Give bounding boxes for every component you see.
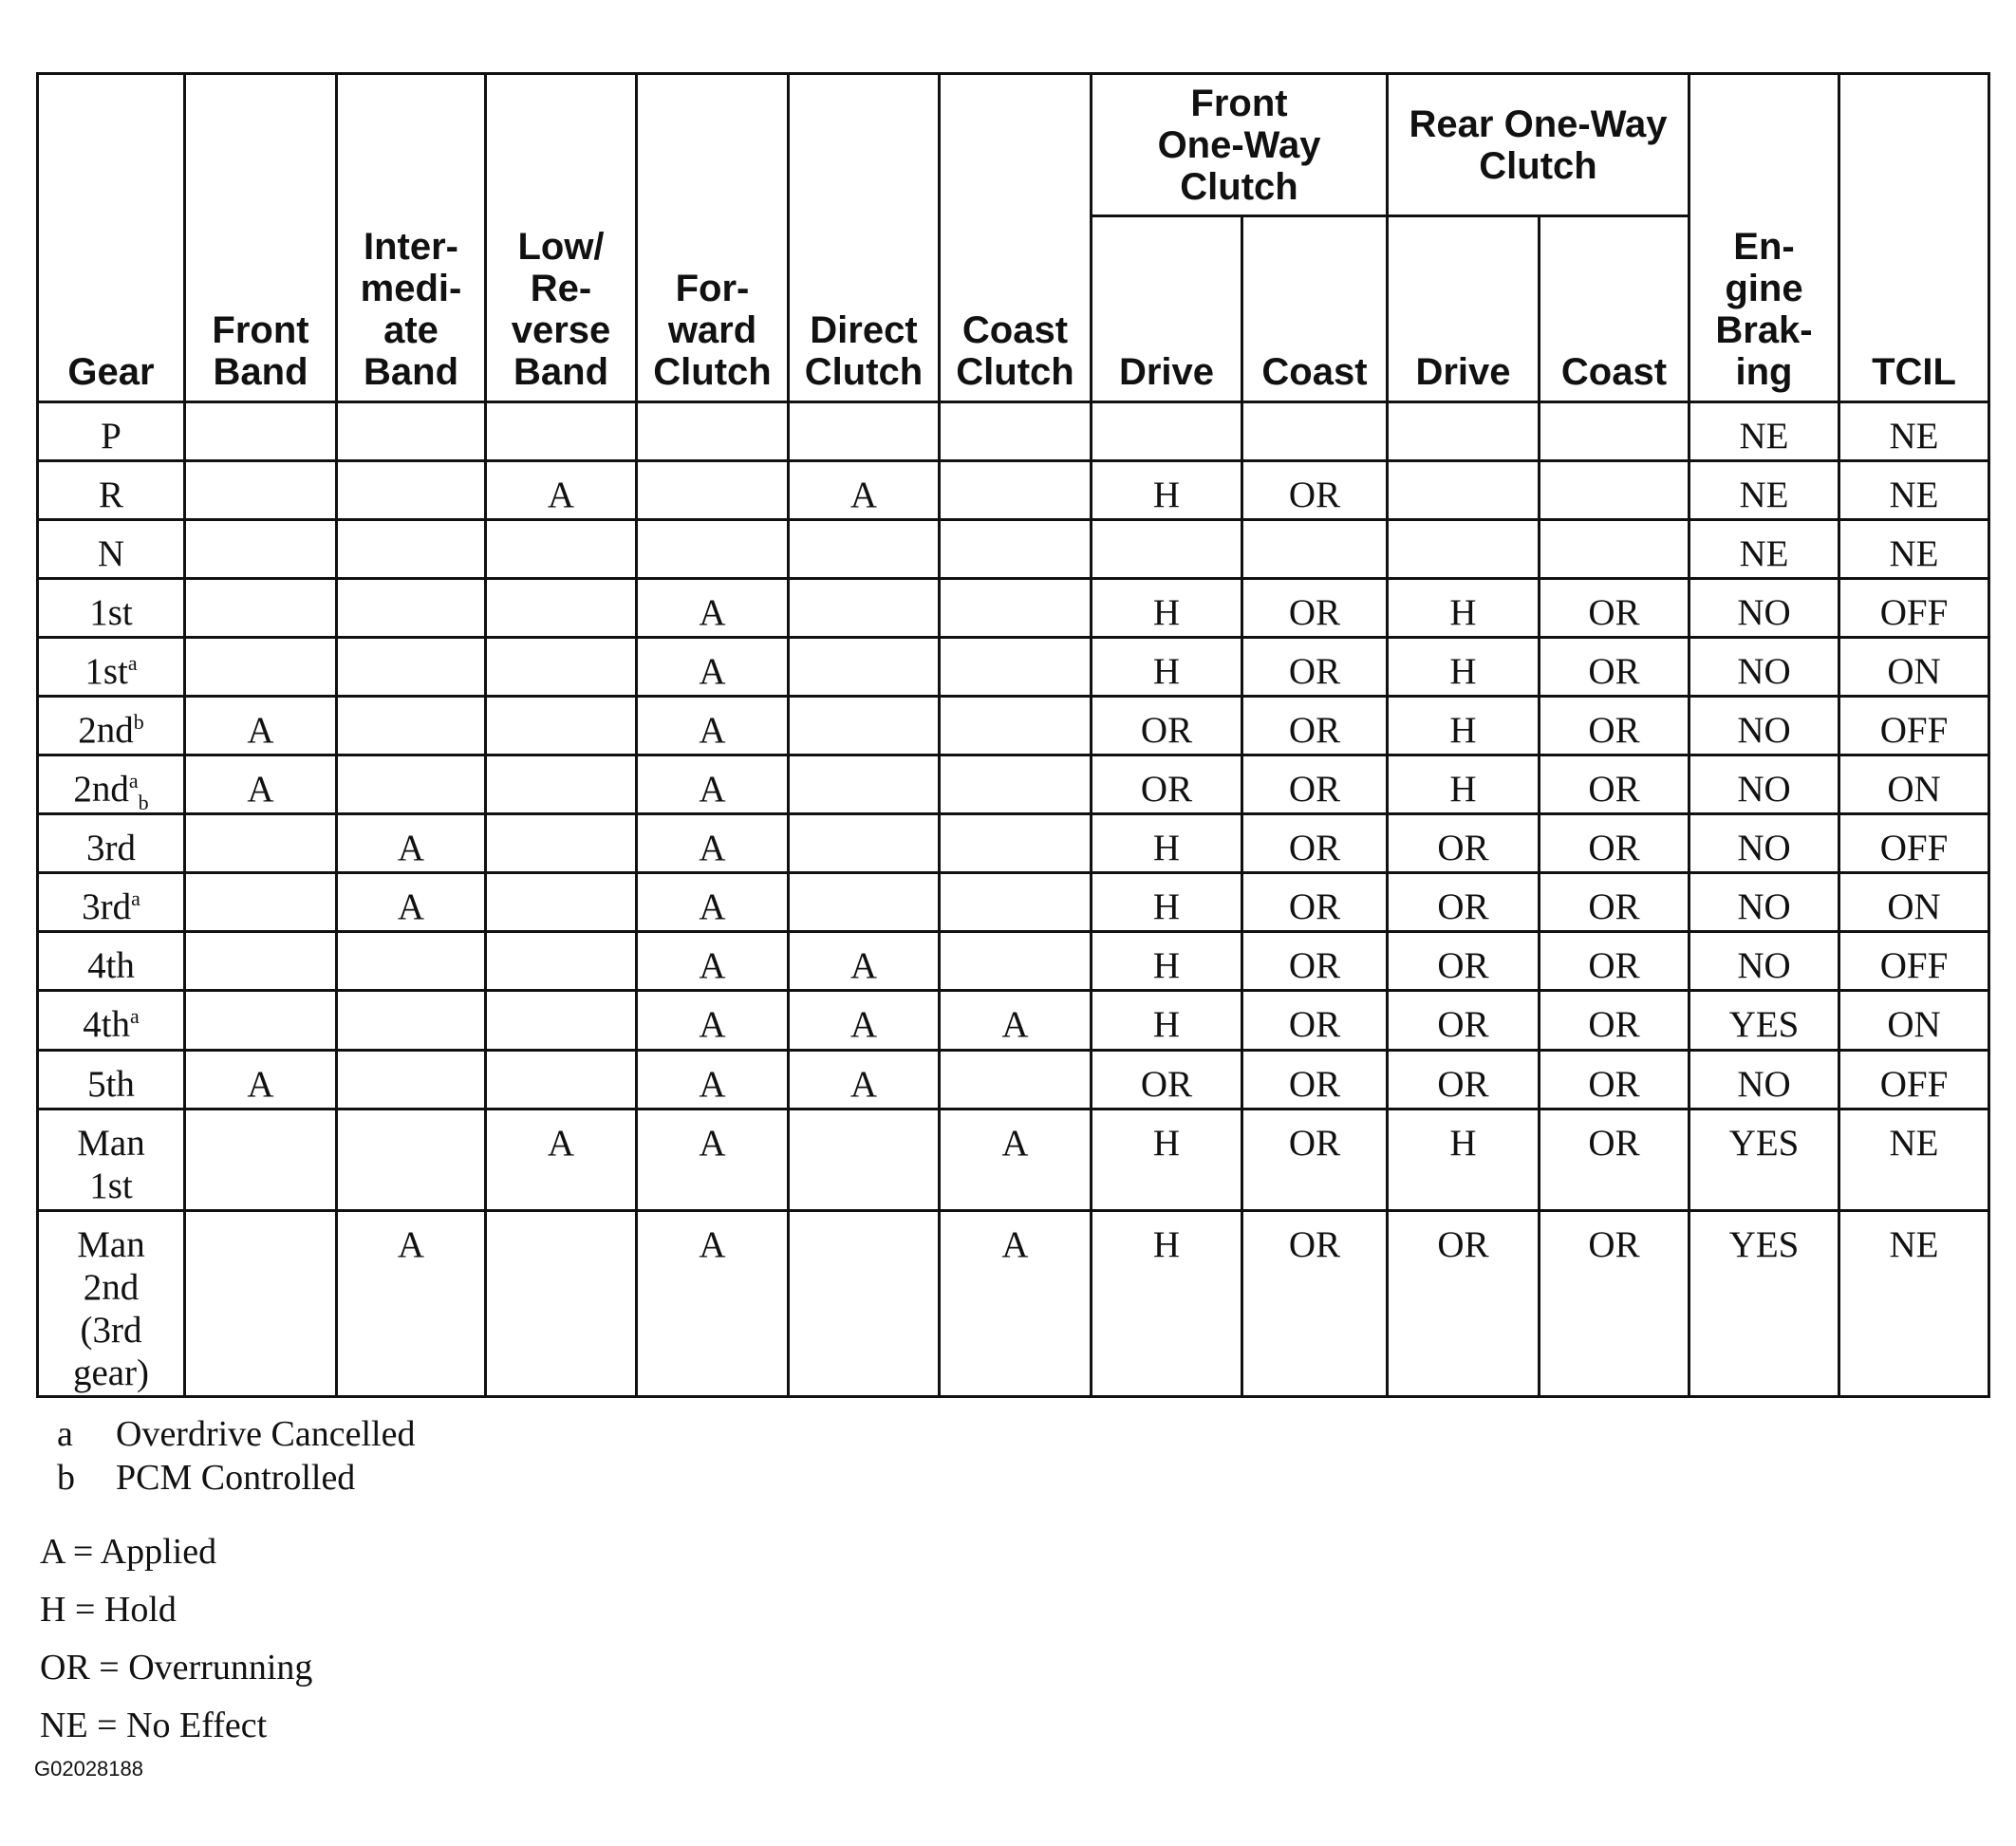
gear-label: P — [101, 416, 121, 457]
gear-label: 4th — [83, 1004, 131, 1046]
table-cell — [486, 991, 637, 1050]
table-cell — [789, 1210, 940, 1396]
table-row — [38, 402, 1989, 461]
table-body — [38, 402, 1989, 1397]
table-row — [38, 461, 1989, 520]
table-cell: A — [337, 1210, 486, 1396]
footnote-a — [57, 1412, 415, 1456]
table-cell: OR — [1242, 755, 1388, 814]
table-cell: H — [1092, 579, 1242, 638]
gear-cell — [38, 461, 185, 520]
table-cell: ON — [1839, 873, 1989, 932]
footnote-marker: a — [128, 769, 139, 793]
table-row — [38, 638, 1989, 697]
table-cell: OR — [1540, 1050, 1689, 1109]
table-cell: A — [486, 1109, 637, 1210]
table-cell — [185, 814, 337, 873]
table-row — [38, 697, 1989, 755]
table-cell — [940, 1050, 1092, 1109]
table-cell: H — [1092, 873, 1242, 932]
clutch-band-application-table — [36, 72, 1990, 1398]
table-cell — [789, 697, 940, 755]
table-cell: NO — [1689, 579, 1839, 638]
table-cell — [1092, 520, 1242, 579]
table-cell: ON — [1839, 638, 1989, 697]
table-cell — [940, 579, 1092, 638]
table-cell: A — [940, 991, 1092, 1050]
table-cell: OR — [1388, 932, 1540, 991]
table-cell — [789, 1109, 940, 1210]
table-cell — [185, 932, 337, 991]
gear-cell — [38, 402, 185, 461]
table-cell — [637, 461, 789, 520]
table-row — [38, 1210, 1989, 1396]
gear-cell — [38, 520, 185, 579]
table-cell: OR — [1242, 697, 1388, 755]
table-cell — [486, 579, 637, 638]
table-cell — [337, 402, 486, 461]
gear-cell — [38, 991, 185, 1050]
table-cell — [486, 755, 637, 814]
header-engine-braking: En- gine Brak- ing — [1689, 74, 1839, 402]
header-front-band: Front Band — [185, 74, 337, 402]
table-cell: OR — [1242, 579, 1388, 638]
footnote-marker: a — [130, 1004, 140, 1029]
table-cell: A — [789, 461, 940, 520]
table-cell — [185, 873, 337, 932]
table-cell — [940, 461, 1092, 520]
table-cell — [1388, 461, 1540, 520]
gear-cell — [38, 638, 185, 697]
table-cell: H — [1092, 461, 1242, 520]
table-cell — [486, 402, 637, 461]
table-cell: OR — [1540, 873, 1689, 932]
table-cell — [185, 520, 337, 579]
gear-label: 3rd — [86, 828, 136, 869]
table-cell: OR — [1388, 991, 1540, 1050]
table-cell: H — [1092, 1210, 1242, 1396]
table-cell — [789, 638, 940, 697]
table-cell — [486, 1210, 637, 1396]
table-cell — [940, 402, 1092, 461]
table-cell: H — [1388, 755, 1540, 814]
footnotes — [57, 1412, 415, 1500]
table-cell — [185, 1109, 337, 1210]
table-cell: A — [337, 873, 486, 932]
table-cell: H — [1388, 1109, 1540, 1210]
table-cell: ON — [1839, 991, 1989, 1050]
table-cell: OR — [1540, 755, 1689, 814]
table-cell: YES — [1689, 991, 1839, 1050]
figure-id: G02028188 — [34, 1757, 143, 1781]
footnote-marker: a — [131, 886, 140, 911]
footnote-key: b — [57, 1458, 75, 1498]
table-cell — [940, 873, 1092, 932]
gear-cell — [38, 814, 185, 873]
table-cell: A — [337, 814, 486, 873]
table-cell: YES — [1689, 1109, 1839, 1210]
gear-label: Man 2nd (3rd gear) — [72, 1223, 150, 1393]
header-rear-owc-drive: Drive — [1388, 216, 1540, 402]
table-cell: OR — [1242, 1109, 1388, 1210]
table-cell: NE — [1839, 402, 1989, 461]
header-coast-clutch: Coast Clutch — [940, 74, 1092, 402]
gear-label: Man 1st — [77, 1122, 145, 1206]
table-header — [38, 74, 1989, 402]
table-cell — [1540, 520, 1689, 579]
header-direct-clutch: Direct Clutch — [789, 74, 940, 402]
table-cell: YES — [1689, 1210, 1839, 1396]
table-cell: A — [637, 1210, 789, 1396]
footnote-marker: a — [127, 651, 138, 676]
table-cell: NO — [1689, 755, 1839, 814]
table-cell: A — [486, 461, 637, 520]
table-cell: OR — [1092, 755, 1242, 814]
table-cell: H — [1388, 697, 1540, 755]
table-cell: NO — [1689, 814, 1839, 873]
table-cell: NO — [1689, 638, 1839, 697]
table-cell: A — [637, 1109, 789, 1210]
table-cell — [185, 638, 337, 697]
table-cell — [940, 638, 1092, 697]
table-cell: OR — [1540, 932, 1689, 991]
gear-label: 1st — [89, 592, 133, 634]
footnote-key: a — [57, 1414, 73, 1454]
gear-cell — [38, 579, 185, 638]
table-cell: OFF — [1839, 932, 1989, 991]
header-rear-one-way-clutch: Rear One-Way Clutch — [1388, 74, 1689, 216]
table-cell — [486, 873, 637, 932]
table-cell: OR — [1540, 814, 1689, 873]
gear-label: 4th — [87, 945, 135, 987]
table-cell: A — [637, 579, 789, 638]
table-cell — [1388, 520, 1540, 579]
table-cell: OR — [1540, 697, 1689, 755]
header-front-owc-drive: Drive — [1092, 216, 1242, 402]
gear-label: 5th — [87, 1063, 135, 1105]
table-cell: A — [940, 1109, 1092, 1210]
table-cell — [1540, 461, 1689, 520]
table-cell: OR — [1242, 873, 1388, 932]
gear-cell — [38, 697, 185, 755]
table-cell: A — [637, 991, 789, 1050]
table-cell — [337, 520, 486, 579]
footnote-b — [57, 1456, 415, 1500]
header-intermediate-band: Inter- medi- ate Band — [337, 74, 486, 402]
table-cell: OR — [1242, 461, 1388, 520]
table-cell: H — [1092, 638, 1242, 697]
gear-cell — [38, 873, 185, 932]
table-cell — [486, 638, 637, 697]
table-row — [38, 991, 1989, 1050]
table-cell — [789, 520, 940, 579]
legend-hold: H = Hold — [40, 1590, 177, 1630]
table-cell — [337, 461, 486, 520]
gear-label: 2nd — [78, 710, 134, 752]
gear-label: N — [97, 533, 125, 575]
table-cell: H — [1092, 991, 1242, 1050]
table-cell — [185, 991, 337, 1050]
gear-cell — [38, 932, 185, 991]
gear-label: 2nd — [73, 769, 129, 811]
header-forward-clutch: For- ward Clutch — [637, 74, 789, 402]
table-cell: OR — [1242, 1050, 1388, 1109]
table-cell: A — [637, 638, 789, 697]
table-cell — [1092, 402, 1242, 461]
table-cell — [486, 932, 637, 991]
table-cell: OFF — [1839, 579, 1989, 638]
table-cell: NE — [1839, 461, 1989, 520]
table-cell — [637, 520, 789, 579]
table-cell: OR — [1242, 932, 1388, 991]
table-cell: OR — [1242, 814, 1388, 873]
footnote-marker: b — [133, 710, 144, 735]
table-cell: A — [940, 1210, 1092, 1396]
gear-cell — [38, 1050, 185, 1109]
table-cell: A — [637, 814, 789, 873]
table-cell — [337, 638, 486, 697]
table-cell — [337, 991, 486, 1050]
table-cell: A — [789, 991, 940, 1050]
legend-no-effect: NE = No Effect — [40, 1706, 268, 1745]
gear-label: R — [98, 475, 123, 516]
table-cell: NE — [1689, 520, 1839, 579]
legend-applied: A = Applied — [40, 1532, 217, 1572]
table-cell: OR — [1540, 1109, 1689, 1210]
table-cell — [337, 1050, 486, 1109]
gear-cell — [38, 1109, 185, 1210]
table-cell: OR — [1242, 638, 1388, 697]
table-cell — [337, 755, 486, 814]
table-row — [38, 579, 1989, 638]
table-cell: A — [637, 932, 789, 991]
table-cell: A — [637, 697, 789, 755]
table-cell — [940, 520, 1092, 579]
table-row — [38, 1050, 1989, 1109]
table-cell: H — [1092, 1109, 1242, 1210]
table-cell: NE — [1689, 461, 1839, 520]
table-row — [38, 520, 1989, 579]
table-row — [38, 814, 1989, 873]
table-cell — [789, 402, 940, 461]
table-cell: NE — [1839, 1109, 1989, 1210]
table-cell: OR — [1242, 991, 1388, 1050]
table-cell — [185, 579, 337, 638]
header-gear: Gear — [38, 74, 185, 402]
table-cell: H — [1388, 579, 1540, 638]
table-cell — [486, 520, 637, 579]
legend — [40, 1523, 312, 1755]
table-cell: A — [637, 873, 789, 932]
table-cell: OR — [1540, 579, 1689, 638]
table-cell: A — [789, 1050, 940, 1109]
table-cell: NE — [1689, 402, 1839, 461]
table-cell — [940, 697, 1092, 755]
table-cell — [486, 697, 637, 755]
table-cell: A — [789, 932, 940, 991]
table-cell: NO — [1689, 1050, 1839, 1109]
table-cell: OR — [1092, 697, 1242, 755]
gear-cell — [38, 1210, 185, 1396]
table-cell — [1242, 520, 1388, 579]
table-cell: NE — [1839, 520, 1989, 579]
header-low-reverse-band: Low/ Re- verse Band — [486, 74, 637, 402]
table-cell: A — [185, 755, 337, 814]
table-cell — [185, 461, 337, 520]
table-cell — [1540, 402, 1689, 461]
table-cell — [789, 755, 940, 814]
table-cell: OR — [1540, 991, 1689, 1050]
table-cell: NO — [1689, 932, 1839, 991]
table-cell: OR — [1092, 1050, 1242, 1109]
table-cell: H — [1388, 638, 1540, 697]
table-cell — [337, 697, 486, 755]
table-cell — [789, 579, 940, 638]
gear-cell — [38, 755, 185, 814]
table-cell: A — [637, 755, 789, 814]
table-cell — [185, 1210, 337, 1396]
table-cell: OR — [1242, 1210, 1388, 1396]
table-cell: A — [185, 1050, 337, 1109]
footnote-marker: b — [138, 791, 149, 815]
table-cell: OR — [1388, 873, 1540, 932]
table-cell: ON — [1839, 755, 1989, 814]
table-cell: NO — [1689, 873, 1839, 932]
table-cell — [1388, 402, 1540, 461]
footnote-text: Overdrive Cancelled — [116, 1414, 416, 1454]
table-cell — [337, 1109, 486, 1210]
table-cell: H — [1092, 932, 1242, 991]
table-cell — [789, 873, 940, 932]
table-row — [38, 873, 1989, 932]
table-cell: H — [1092, 814, 1242, 873]
table-cell — [940, 755, 1092, 814]
table-cell: OFF — [1839, 697, 1989, 755]
table-cell: OR — [1388, 1050, 1540, 1109]
table-cell — [789, 814, 940, 873]
table-row — [38, 1109, 1989, 1210]
table-cell — [1242, 402, 1388, 461]
table-cell — [337, 932, 486, 991]
table-cell: OR — [1540, 1210, 1689, 1396]
header-rear-owc-coast: Coast — [1540, 216, 1689, 402]
table-cell — [185, 402, 337, 461]
table-cell: OR — [1540, 638, 1689, 697]
table-cell: OFF — [1839, 1050, 1989, 1109]
table-cell — [337, 579, 486, 638]
header-tcil: TCIL — [1839, 74, 1989, 402]
gear-label: 1st — [84, 651, 128, 693]
table-cell — [940, 814, 1092, 873]
table-cell: NE — [1839, 1210, 1989, 1396]
table-cell: OR — [1388, 814, 1540, 873]
table-cell: A — [185, 697, 337, 755]
table-row — [38, 932, 1989, 991]
table-cell: OR — [1388, 1210, 1540, 1396]
footnote-text: PCM Controlled — [116, 1458, 356, 1498]
table-cell — [637, 402, 789, 461]
legend-overrunning: OR = Overrunning — [40, 1648, 313, 1688]
table-cell: NO — [1689, 697, 1839, 755]
table-cell — [486, 1050, 637, 1109]
table-cell — [940, 932, 1092, 991]
gear-label: 3rd — [82, 886, 132, 928]
header-front-one-way-clutch: Front One-Way Clutch — [1092, 74, 1388, 216]
table-cell — [486, 814, 637, 873]
table-cell: A — [637, 1050, 789, 1109]
header-front-owc-coast: Coast — [1242, 216, 1388, 402]
table-cell: OFF — [1839, 814, 1989, 873]
table-row — [38, 755, 1989, 814]
